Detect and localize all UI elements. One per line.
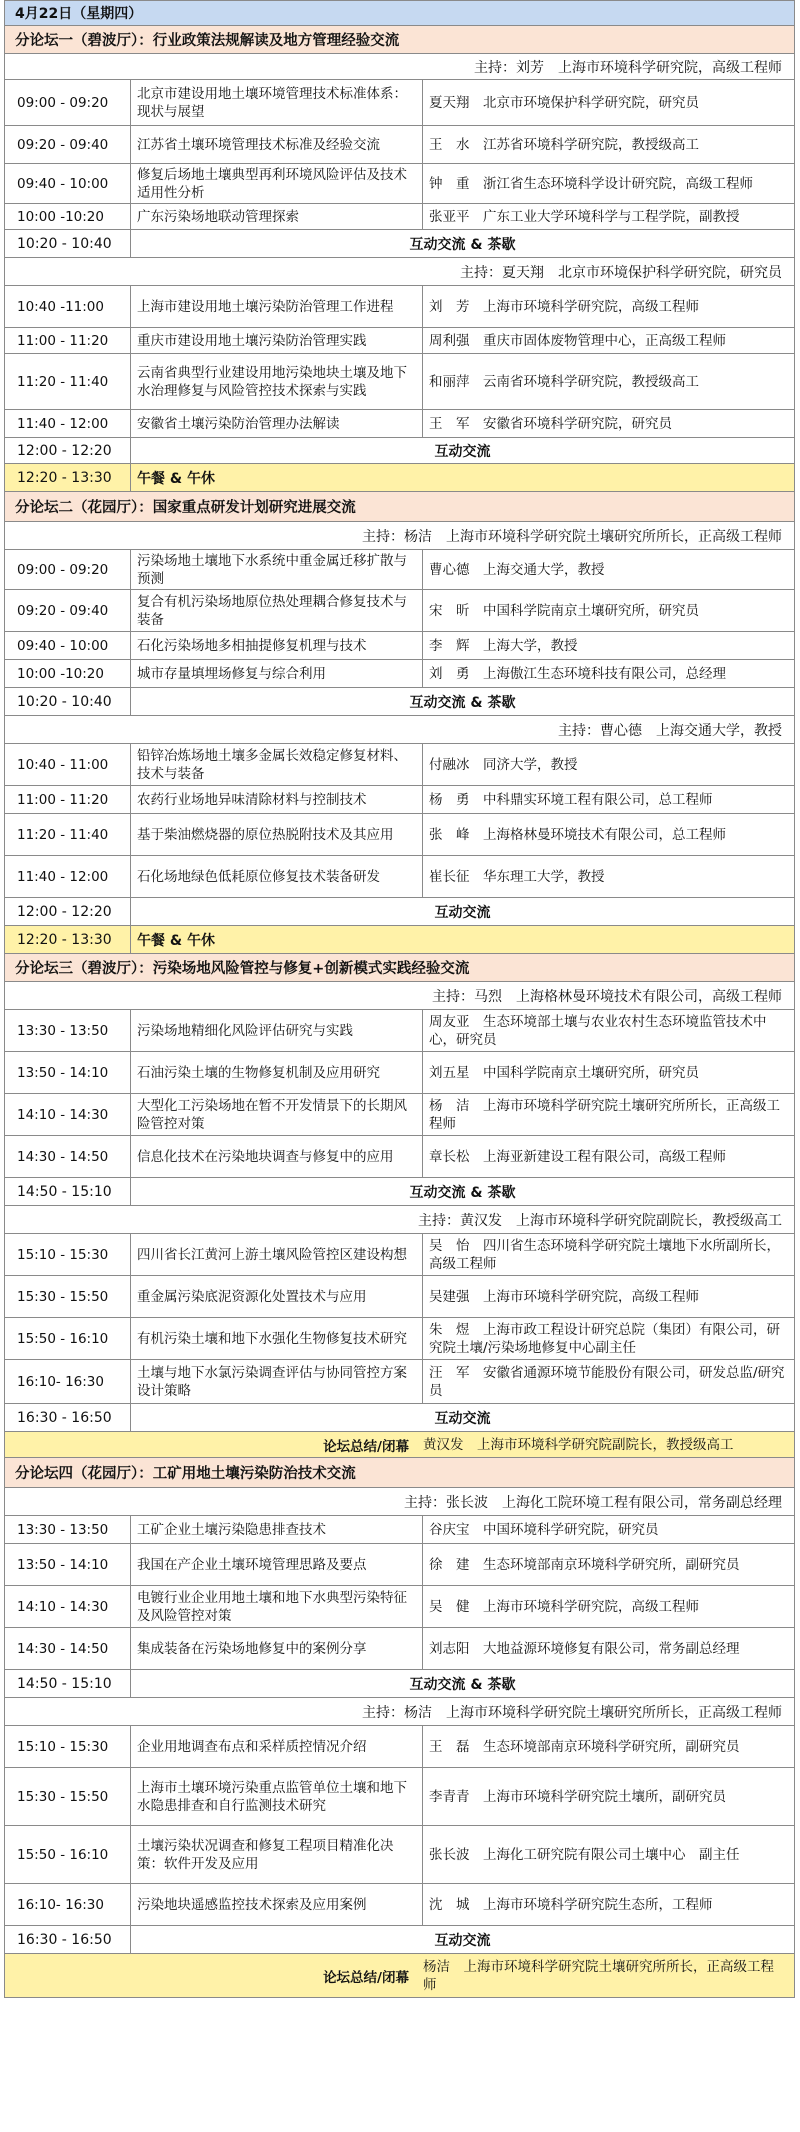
- talk-time: 11:00 - 11:20: [5, 328, 131, 353]
- talk-time: 13:50 - 14:10: [5, 1052, 131, 1093]
- talk-speaker: 付融冰 同济大学，教授: [429, 756, 578, 773]
- talk-speaker: 夏天翔 北京市环境保护科学研究院，研究员: [429, 94, 699, 111]
- lunch-time: 12:20 - 13:30: [5, 464, 131, 491]
- talk-time: 10:00 -10:20: [5, 204, 131, 229]
- break-time: 14:50 - 15:10: [5, 1178, 131, 1205]
- talk-speaker: 李青青 上海市环境科学研究院土壤所，副研究员: [429, 1788, 726, 1805]
- talk-time: 09:20 - 09:40: [5, 590, 131, 631]
- talk-time: 11:20 - 11:40: [5, 814, 131, 855]
- talk-row: [4, 786, 795, 814]
- talk-speaker: 张 峰 上海格林曼环境技术有限公司，总工程师: [429, 826, 726, 843]
- talk-speaker: 汪 军 安徽省通源环境节能股份有限公司，研发总监/研究员: [429, 1364, 785, 1399]
- talk-title: 土壤污染状况调查和修复工程项目精准化决策：软件开发及应用: [131, 1826, 423, 1883]
- forum-2-title: 分论坛二（花园厅）：国家重点研发计划研究进展交流: [4, 492, 795, 522]
- talk-speaker: 沈 城 上海市环境科学研究院生态所，工程师: [429, 1896, 713, 1913]
- lunch-label: 午餐 & 午休: [137, 470, 215, 487]
- forum-2-block-1-host: 主持：杨洁 上海市环境科学研究院土壤研究所所长，正高级工程师: [4, 522, 795, 550]
- talk-time: 10:40 -11:00: [5, 286, 131, 327]
- talk-speaker: 吴 健 上海市环境科学研究院，高级工程师: [429, 1598, 699, 1615]
- break-row: [4, 688, 795, 716]
- talk-row: [4, 632, 795, 660]
- schedule-date: 4月22日（星期四）: [4, 0, 795, 26]
- talk-time: 15:10 - 15:30: [5, 1726, 131, 1767]
- talk-speaker: 刘 勇 上海傲江生态环境科技有限公司，总经理: [429, 665, 726, 682]
- talk-title: 四川省长江黄河上游土壤风险管控区建设构想: [131, 1234, 423, 1275]
- talk-time: 11:20 - 11:40: [5, 354, 131, 409]
- talk-row: [4, 1884, 795, 1926]
- lunch-time: 12:20 - 13:30: [5, 926, 131, 953]
- talk-row: [4, 164, 795, 204]
- lunch-row: [4, 926, 795, 954]
- talk-title: 农药行业场地异味清除材料与控制技术: [131, 786, 423, 813]
- talk-title: 重金属污染底泥资源化处置技术与应用: [131, 1276, 423, 1317]
- forum-1-block-2-host: 主持：夏天翔 北京市环境保护科学研究院，研究员: [4, 258, 795, 286]
- talk-time: 14:30 - 14:50: [5, 1628, 131, 1669]
- forum-4-block-1-host: 主持：张长波 上海化工院环境工程有限公司，常务副总经理: [4, 1488, 795, 1516]
- talk-title: 大型化工污染场地在暂不开发情景下的长期风险管控对策: [131, 1094, 423, 1135]
- forum-1-block-1-host: 主持：刘芳 上海市环境科学研究院，高级工程师: [4, 54, 795, 80]
- talk-row: [4, 204, 795, 230]
- forum-3-title: 分论坛三（碧波厅）：污染场地风险管控与修复+创新模式实践经验交流: [4, 954, 795, 982]
- forum-4-title: 分论坛四（花园厅）：工矿用地土壤污染防治技术交流: [4, 1458, 795, 1488]
- talk-speaker: 刘五星 中国科学院南京土壤研究所，研究员: [429, 1064, 699, 1081]
- talk-title: 安徽省土壤污染防治管理办法解读: [131, 410, 423, 437]
- forum-2-block-2-host: 主持：曹心德 上海交通大学，教授: [4, 716, 795, 744]
- talk-row: [4, 1544, 795, 1586]
- talk-row: [4, 1136, 795, 1178]
- talk-row: [4, 660, 795, 688]
- break-row: [4, 1178, 795, 1206]
- talk-row: [4, 80, 795, 126]
- talk-title: 上海市土壤环境污染重点监管单位土壤和地下水隐患排查和自行监测技术研究: [131, 1768, 423, 1825]
- talk-time: 15:50 - 16:10: [5, 1318, 131, 1359]
- talk-row: [4, 1234, 795, 1276]
- talk-title: 城市存量填埋场修复与综合利用: [131, 660, 423, 687]
- talk-row: [4, 744, 795, 786]
- talk-title: 石化污染场地多相抽提修复机理与技术: [131, 632, 423, 659]
- talk-time: 14:10 - 14:30: [5, 1586, 131, 1627]
- lunch-row: [4, 464, 795, 492]
- talk-row: [4, 126, 795, 164]
- break-row: [4, 230, 795, 258]
- talk-speaker: 宋 昕 中国科学院南京土壤研究所，研究员: [429, 602, 699, 619]
- talk-time: 16:10- 16:30: [5, 1360, 131, 1403]
- break-time: 12:00 - 12:20: [5, 438, 131, 463]
- talk-title: 土壤与地下水氯污染调查评估与协同管控方案设计策略: [131, 1360, 423, 1403]
- talk-row: [4, 1276, 795, 1318]
- talk-title: 电镀行业企业用地土壤和地下水典型污染特征及风险管控对策: [131, 1586, 423, 1627]
- talk-time: 16:10- 16:30: [5, 1884, 131, 1925]
- break-time: 12:00 - 12:20: [5, 898, 131, 925]
- break-row: [4, 1404, 795, 1432]
- break-time: 10:20 - 10:40: [5, 688, 131, 715]
- talk-title: 工矿企业土壤污染隐患排查技术: [131, 1516, 423, 1543]
- talk-time: 11:40 - 12:00: [5, 410, 131, 437]
- talk-time: 15:30 - 15:50: [5, 1768, 131, 1825]
- forum-3-block-1-host: 主持：马烈 上海格林曼环境技术有限公司，高级工程师: [4, 982, 795, 1010]
- talk-time: 09:00 - 09:20: [5, 550, 131, 589]
- talk-speaker: 王 水 江苏省环境科学研究院，教授级高工: [429, 136, 699, 153]
- talk-row: [4, 590, 795, 632]
- talk-title: 石油污染土壤的生物修复机制及应用研究: [131, 1052, 423, 1093]
- talk-row: [4, 550, 795, 590]
- break-time: 16:30 - 16:50: [5, 1404, 131, 1431]
- talk-row: [4, 286, 795, 328]
- talk-time: 09:40 - 10:00: [5, 632, 131, 659]
- talk-row: [4, 1052, 795, 1094]
- break-time: 10:20 - 10:40: [5, 230, 131, 257]
- forum-4-block-2-host: 主持：杨洁 上海市环境科学研究院土壤研究所所长，正高级工程师: [4, 1698, 795, 1726]
- talk-speaker: 杨 勇 中科鼎实环境工程有限公司，总工程师: [429, 791, 713, 808]
- talk-row: [4, 1094, 795, 1136]
- talk-row: [4, 1516, 795, 1544]
- talk-title: 铅锌冶炼场地土壤多金属长效稳定修复材料、技术与装备: [131, 744, 423, 785]
- talk-row: [4, 328, 795, 354]
- talk-title: 企业用地调查布点和采样质控情况介绍: [131, 1726, 423, 1767]
- break-row: [4, 1670, 795, 1698]
- talk-title: 复合有机污染场地原位热处理耦合修复技术与装备: [131, 590, 423, 631]
- talk-time: 15:50 - 16:10: [5, 1826, 131, 1883]
- talk-title: 基于柴油燃烧器的原位热脱附技术及其应用: [131, 814, 423, 855]
- break-label: 互动交流 & 茶歇: [409, 1676, 516, 1693]
- talk-time: 13:30 - 13:50: [5, 1010, 131, 1051]
- talk-title: 上海市建设用地土壤污染防治管理工作进程: [131, 286, 423, 327]
- talk-title: 石化场地绿色低耗原位修复技术装备研发: [131, 856, 423, 897]
- talk-speaker: 李 辉 上海大学，教授: [429, 637, 578, 654]
- talk-speaker: 杨 洁 上海市环境科学研究院土壤研究所所长，正高级工程师: [429, 1097, 780, 1132]
- talk-title: 重庆市建设用地土壤污染防治管理实践: [131, 328, 423, 353]
- closing-speaker: 杨洁 上海市环境科学研究院土壤研究所所长，正高级工程师: [423, 1958, 774, 1993]
- talk-time: 13:50 - 14:10: [5, 1544, 131, 1585]
- talk-speaker: 刘志阳 大地益源环境修复有限公司，常务副总经理: [429, 1640, 740, 1657]
- closing-row: [4, 1954, 795, 1998]
- talk-time: 13:30 - 13:50: [5, 1516, 131, 1543]
- talk-speaker: 谷庆宝 中国环境科学研究院，研究员: [429, 1521, 659, 1538]
- talk-speaker: 周友亚 生态环境部土壤与农业农村生态环境监管技术中心，研究员: [429, 1013, 767, 1048]
- talk-title: 集成装备在污染场地修复中的案例分享: [131, 1628, 423, 1669]
- break-time: 14:50 - 15:10: [5, 1670, 131, 1697]
- lunch-label: 午餐 & 午休: [137, 932, 215, 949]
- talk-speaker: 王 军 安徽省环境科学研究院，研究员: [429, 415, 672, 432]
- talk-row: [4, 1726, 795, 1768]
- talk-row: [4, 1628, 795, 1670]
- talk-time: 11:40 - 12:00: [5, 856, 131, 897]
- talk-speaker: 周利强 重庆市固体废物管理中心，正高级工程师: [429, 332, 726, 349]
- break-label: 互动交流: [434, 443, 491, 460]
- talk-row: [4, 856, 795, 898]
- talk-row: [4, 1768, 795, 1826]
- talk-speaker: 吴 怡 四川省生态环境科学研究院土壤地下水所副所长，高级工程师: [429, 1237, 780, 1272]
- break-row: [4, 898, 795, 926]
- talk-speaker: 章长松 上海亚新建设工程有限公司，高级工程师: [429, 1148, 726, 1165]
- talk-time: 09:20 - 09:40: [5, 126, 131, 163]
- break-label: 互动交流 & 茶歇: [409, 1184, 516, 1201]
- talk-time: 09:00 - 09:20: [5, 80, 131, 125]
- talk-time: 10:40 - 11:00: [5, 744, 131, 785]
- break-label: 互动交流 & 茶歇: [409, 236, 516, 253]
- talk-title: 我国在产企业土壤环境管理思路及要点: [131, 1544, 423, 1585]
- break-label: 互动交流: [434, 1410, 491, 1427]
- talk-title: 广东污染场地联动管理探索: [131, 204, 423, 229]
- talk-speaker: 朱 煜 上海市政工程设计研究总院（集团）有限公司，研究院土壤/污染场地修复中心副主任: [429, 1321, 780, 1356]
- break-label: 互动交流: [434, 904, 491, 921]
- talk-speaker: 和丽萍 云南省环境科学研究院，教授级高工: [429, 373, 699, 390]
- talk-speaker: 钟 重 浙江省生态环境科学设计研究院，高级工程师: [429, 175, 753, 192]
- break-label: 互动交流 & 茶歇: [409, 694, 516, 711]
- break-row: [4, 1926, 795, 1954]
- closing-speaker: 黄汉发 上海市环境科学研究院副院长，教授级高工: [423, 1436, 734, 1453]
- break-time: 16:30 - 16:50: [5, 1926, 131, 1953]
- talk-time: 11:00 - 11:20: [5, 786, 131, 813]
- talk-row: [4, 1826, 795, 1884]
- break-row: [4, 438, 795, 464]
- talk-time: 15:10 - 15:30: [5, 1234, 131, 1275]
- closing-label: 论坛总结/闭幕: [323, 1969, 409, 1986]
- forum-3-block-2-host: 主持：黄汉发 上海市环境科学研究院副院长，教授级高工: [4, 1206, 795, 1234]
- talk-title: 云南省典型行业建设用地污染地块土壤及地下水治理修复与风险管控技术探索与实践: [131, 354, 423, 409]
- talk-row: [4, 1318, 795, 1360]
- talk-speaker: 吴建强 上海市环境科学研究院，高级工程师: [429, 1288, 699, 1305]
- talk-title: 污染地块遥感监控技术探索及应用案例: [131, 1884, 423, 1925]
- talk-row: [4, 1010, 795, 1052]
- break-label: 互动交流: [434, 1932, 491, 1949]
- talk-row: [4, 410, 795, 438]
- talk-speaker: 徐 建 生态环境部南京环境科学研究所，副研究员: [429, 1556, 740, 1573]
- talk-time: 14:30 - 14:50: [5, 1136, 131, 1177]
- talk-time: 15:30 - 15:50: [5, 1276, 131, 1317]
- talk-title: 信息化技术在污染地块调查与修复中的应用: [131, 1136, 423, 1177]
- talk-title: 北京市建设用地土壤环境管理技术标准体系：现状与展望: [131, 80, 423, 125]
- talk-speaker: 王 磊 生态环境部南京环境科学研究所，副研究员: [429, 1738, 740, 1755]
- talk-speaker: 崔长征 华东理工大学，教授: [429, 868, 605, 885]
- talk-row: [4, 1360, 795, 1404]
- talk-speaker: 张长波 上海化工研究院有限公司土壤中心 副主任: [429, 1846, 740, 1863]
- talk-title: 修复后场地土壤典型再利环境风险评估及技术适用性分析: [131, 164, 423, 203]
- closing-row: [4, 1432, 795, 1458]
- talk-time: 14:10 - 14:30: [5, 1094, 131, 1135]
- talk-row: [4, 354, 795, 410]
- talk-title: 有机污染土壤和地下水强化生物修复技术研究: [131, 1318, 423, 1359]
- talk-row: [4, 814, 795, 856]
- talk-speaker: 刘 芳 上海市环境科学研究院，高级工程师: [429, 298, 699, 315]
- talk-time: 09:40 - 10:00: [5, 164, 131, 203]
- talk-title: 江苏省土壤环境管理技术标准及经验交流: [131, 126, 423, 163]
- forum-1-title: 分论坛一（碧波厅）：行业政策法规解读及地方管理经验交流: [4, 26, 795, 54]
- talk-title: 污染场地土壤地下水系统中重金属迁移扩散与预测: [131, 550, 423, 589]
- talk-speaker: 张亚平 广东工业大学环境科学与工程学院，副教授: [429, 208, 740, 225]
- closing-label: 论坛总结/闭幕: [323, 1438, 409, 1455]
- talk-speaker: 曹心德 上海交通大学，教授: [429, 561, 605, 578]
- talk-time: 10:00 -10:20: [5, 660, 131, 687]
- talk-row: [4, 1586, 795, 1628]
- talk-title: 污染场地精细化风险评估研究与实践: [131, 1010, 423, 1051]
